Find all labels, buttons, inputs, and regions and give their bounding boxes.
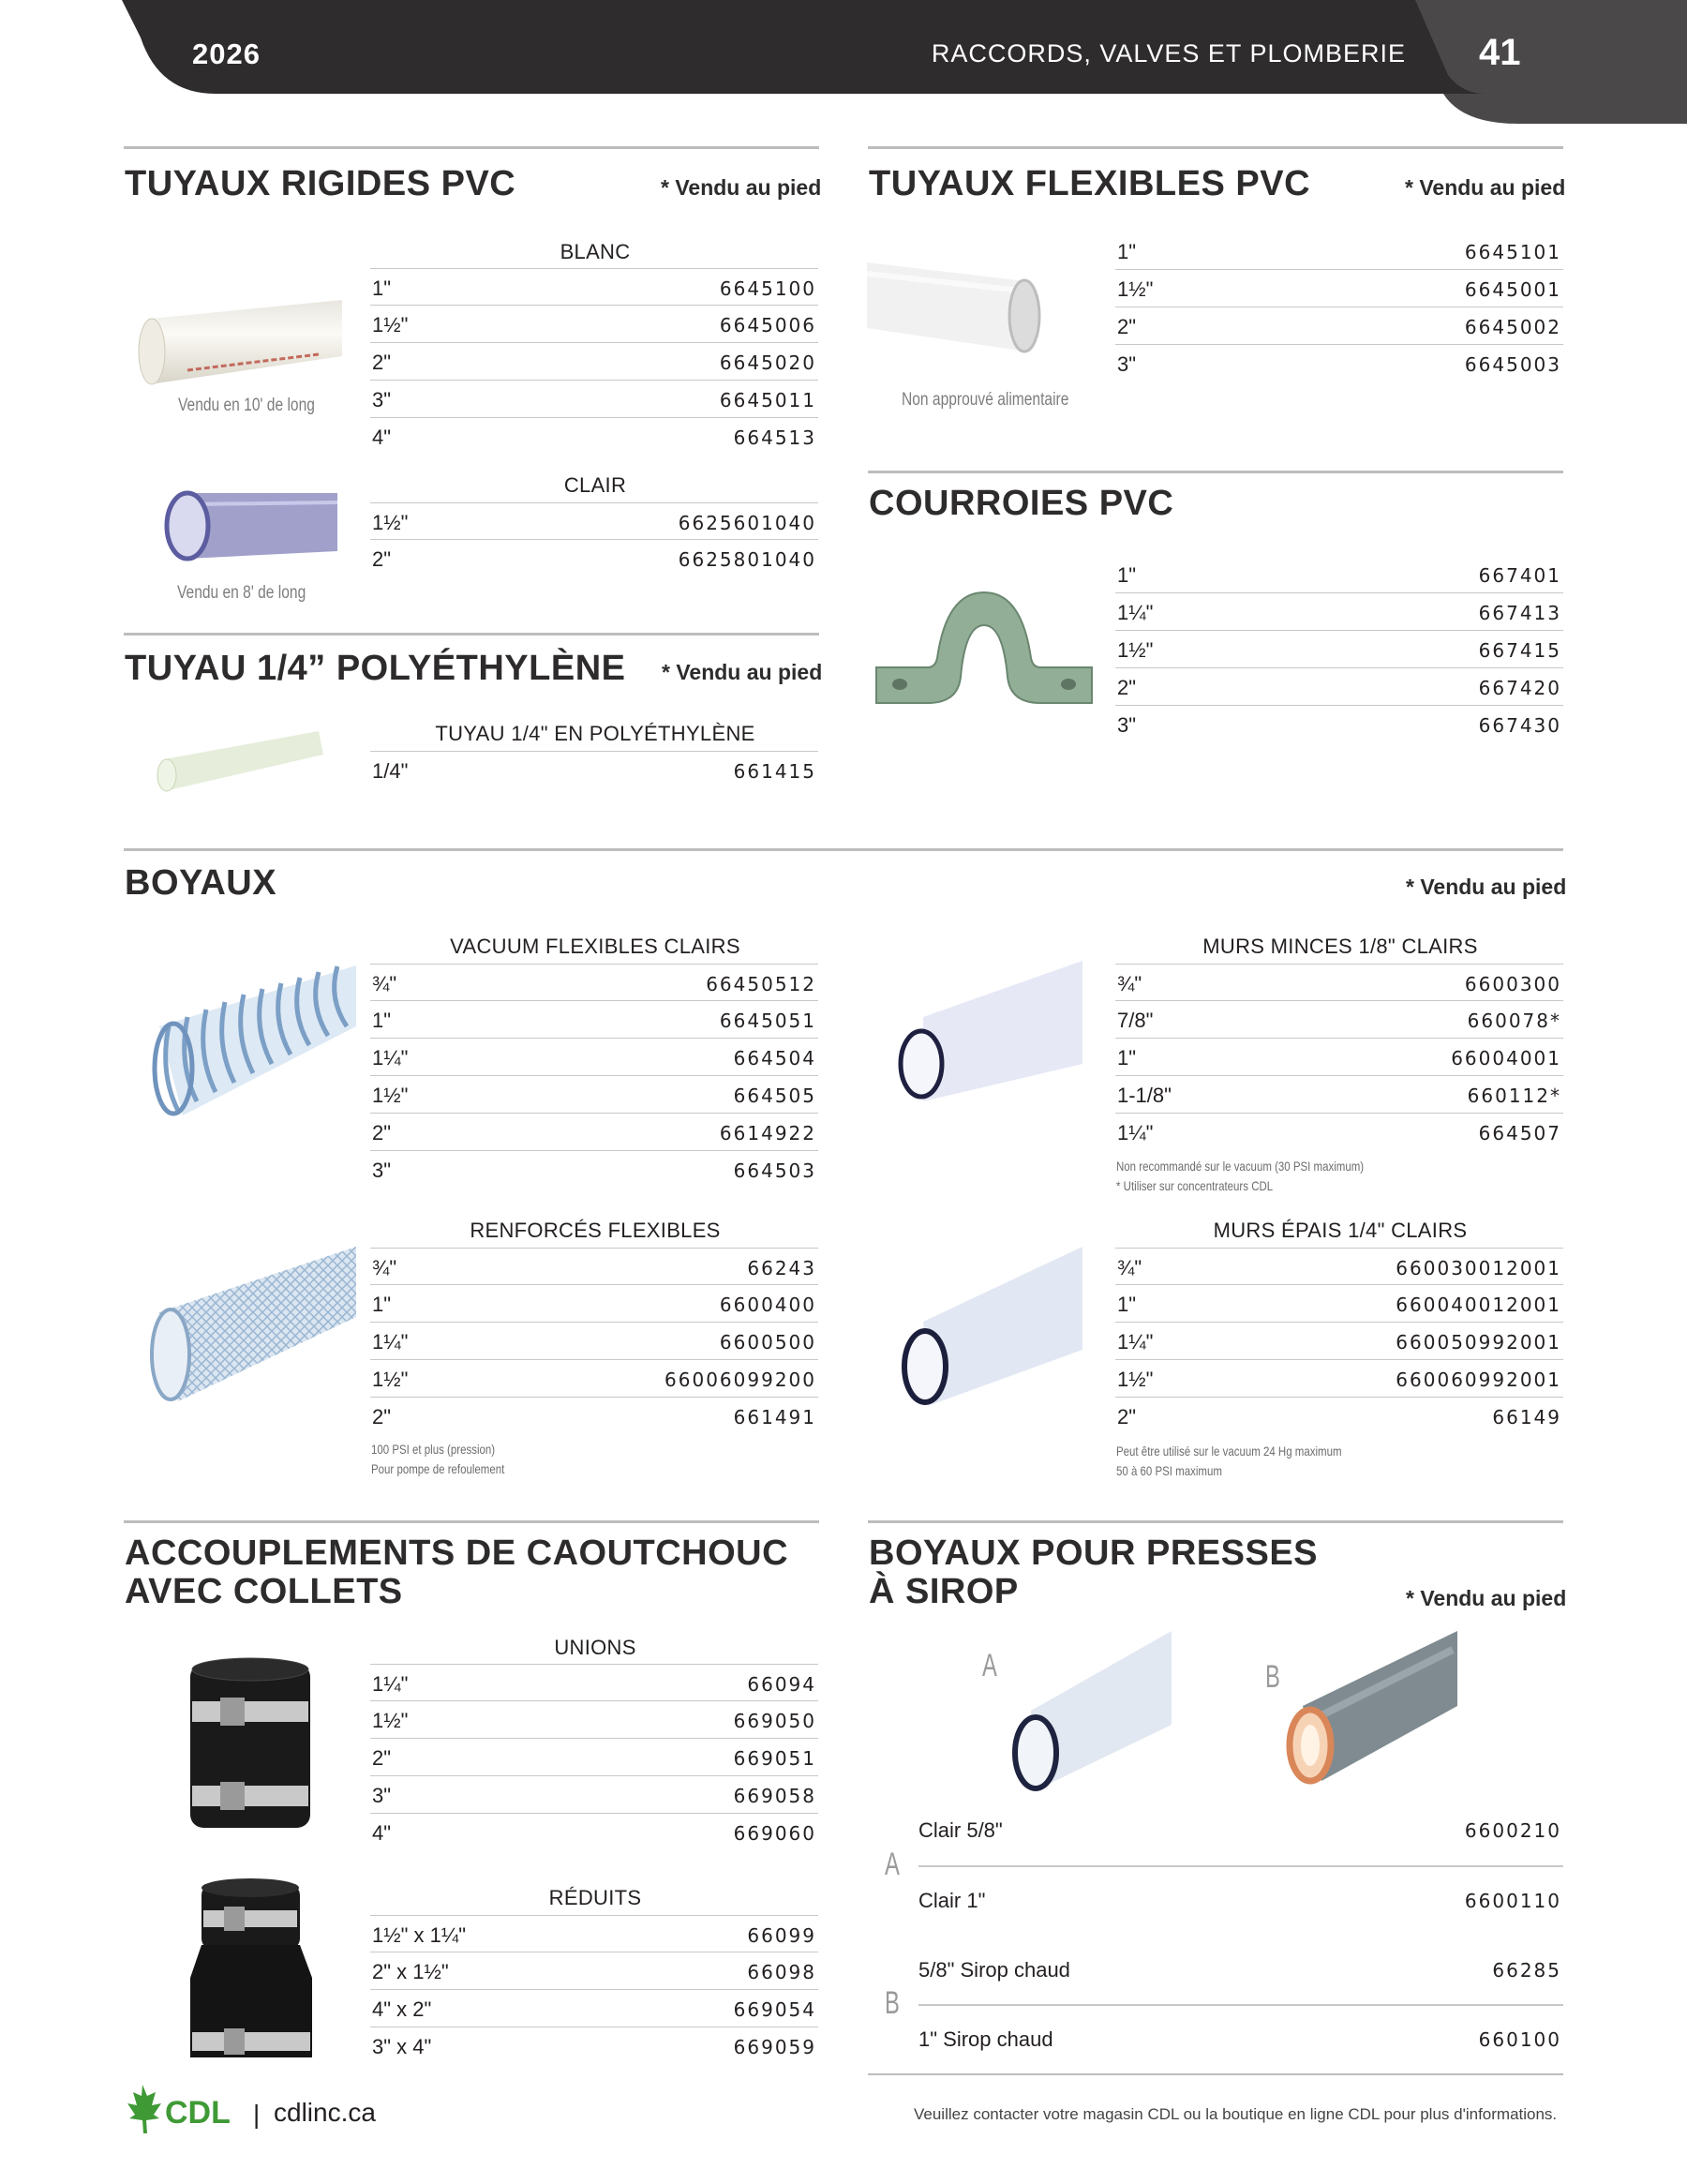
syrup-row-code: 6600210: [1464, 1819, 1561, 1842]
flex-pvc-table: [1115, 232, 1563, 382]
table-row: 1" 6645100: [370, 268, 818, 306]
footer-separator: |: [253, 2100, 261, 2129]
flex-pvc-caption: Non approuvé alimentaire: [902, 390, 1069, 410]
table-row: 1½" 667415: [1115, 631, 1563, 668]
table-row: 1½" 669050: [370, 1701, 818, 1739]
table-row: 3" 667430: [1117, 713, 1561, 737]
union-coupling-image: [183, 1654, 319, 1842]
table-row: 1" 6645051: [370, 1001, 818, 1039]
syrup-row-code: 6600110: [1464, 1890, 1561, 1912]
reinforced-table: [370, 1248, 818, 1435]
table-row: 1" 6600400: [370, 1285, 818, 1323]
white-heading: BLANC: [560, 240, 631, 263]
reinforced-note-2: Pour pompe de refoulement: [371, 1461, 505, 1476]
section-rule: [124, 848, 1563, 851]
thin-note-2: * Utiliser sur concentrateurs CDL: [1116, 1178, 1274, 1193]
table-row: 7/8" 660078*: [1115, 1001, 1563, 1039]
table-row: 2" 6645020: [370, 343, 818, 381]
table-row: 2" 667420: [1115, 668, 1563, 706]
thick-wall-table: [1115, 1248, 1563, 1435]
clear-pvc-pipe-image: [159, 486, 347, 584]
table-row: 1½" 660060992001: [1115, 1360, 1563, 1398]
table-row: 4" 669060: [372, 1821, 816, 1845]
table-row: 1½" x 1¼" 66099: [370, 1915, 818, 1952]
table-row: 3" 669058: [370, 1776, 818, 1814]
straps-title: COURROIES PVC: [869, 484, 1174, 523]
table-row: 1½" 6645001: [1115, 270, 1563, 307]
table-row: 2" 6645002: [1115, 307, 1563, 345]
thick-heading: MURS ÉPAIS 1/4" CLAIRS: [1213, 1219, 1468, 1242]
group-label-b: B: [885, 1985, 900, 2021]
unions-table: [370, 1664, 818, 1851]
pvc-strap-image: [872, 574, 1097, 719]
brand-name: CDL: [165, 2095, 231, 2131]
table-row: 3" 664503: [372, 1159, 816, 1182]
catalog-year: 2026: [192, 37, 261, 70]
syrup-note: * Vendu au pied: [1406, 1586, 1567, 1610]
syrup-row-label: Clair 5/8": [918, 1818, 1003, 1842]
poly-title: TUYAU 1/4” POLYÉTHYLÈNE: [125, 649, 626, 688]
syrup-row-code: 66285: [1492, 1959, 1561, 1982]
white-pvc-table: [370, 268, 818, 456]
table-row: 1" 660040012001: [1115, 1285, 1563, 1323]
vacuum-heading: VACUUM FLEXIBLES CLAIRS: [450, 935, 740, 958]
hoses-title: BOYAUX: [125, 863, 277, 903]
table-row: 2" 66149: [1117, 1405, 1561, 1429]
unions-heading: UNIONS: [554, 1636, 636, 1659]
clear-pvc-table: [370, 502, 818, 577]
table-row: 1" 6645101: [1115, 232, 1563, 270]
clear-heading: CLAIR: [563, 473, 627, 497]
table-row: 1¼" 66094: [370, 1664, 818, 1701]
thick-note-2: 50 à 60 PSI maximum: [1116, 1463, 1222, 1478]
couplings-title-line1: ACCOUPLEMENTS DE CAOUTCHOUC: [125, 1533, 789, 1573]
flex-pvc-note: * Vendu au pied: [1405, 175, 1566, 200]
image-label-a: A: [982, 1648, 997, 1683]
section-rule: [124, 146, 819, 149]
section-rule: [124, 1520, 819, 1523]
thick-wall-hose-image: [886, 1247, 1087, 1420]
reinforced-note-1: 100 PSI et plus (pression): [371, 1442, 496, 1457]
poly-note: * Vendu au pied: [662, 660, 823, 684]
syrup-row-code: 660100: [1478, 2028, 1561, 2051]
table-row: ¾" 66243: [370, 1248, 818, 1285]
thin-heading: MURS MINCES 1/8" CLAIRS: [1202, 935, 1478, 958]
reinforced-heading: RENFORCÉS FLEXIBLES: [470, 1219, 721, 1242]
thin-note-1: Non recommandé sur le vacuum (30 PSI maximum): [1116, 1159, 1365, 1174]
syrup-row-label: Clair 1": [918, 1889, 986, 1912]
section-rule: [124, 633, 819, 636]
table-row: 1" 667401: [1115, 556, 1563, 593]
white-pvc-caption: Vendu en 10' de long: [178, 396, 315, 415]
table-row: 1¼" 660050992001: [1115, 1323, 1563, 1360]
table-row: 1-1/8" 660112*: [1115, 1076, 1563, 1114]
section-rule: [868, 1520, 1563, 1523]
section-rule: [868, 2073, 1563, 2075]
table-row: 1¼" 667413: [1115, 593, 1563, 631]
table-row: 2" 661491: [372, 1405, 816, 1429]
rigid-pvc-title: TUYAUX RIGIDES PVC: [125, 164, 516, 203]
table-row: 4" x 2" 669054: [370, 1990, 818, 2027]
table-row: 3" x 4" 669059: [372, 2035, 816, 2058]
reducers-table: [370, 1915, 818, 2065]
hot-syrup-hose-image: [1284, 1631, 1462, 1795]
straps-table: [1115, 556, 1563, 743]
table-row: 2" x 1½" 66098: [370, 1952, 818, 1990]
reducers-heading: RÉDUITS: [548, 1886, 642, 1909]
clear-pvc-caption: Vendu en 8' de long: [177, 583, 306, 603]
table-row: ¾" 660030012001: [1115, 1248, 1563, 1285]
section-title: RACCORDS, VALVES ET PLOMBERIE: [931, 39, 1406, 67]
vacuum-table: [370, 964, 818, 1189]
row-divider: [918, 1865, 1563, 1867]
table-row: ¾" 66450512: [370, 964, 818, 1001]
page-number: 41: [1479, 32, 1521, 73]
thin-wall-hose-image: [886, 961, 1087, 1106]
table-row: 3" 6645011: [370, 381, 818, 418]
table-row: 1/4" 661415: [370, 751, 818, 788]
reducer-coupling-image: [183, 1875, 319, 2076]
vacuum-hose-image: [131, 961, 361, 1134]
table-row: ¾" 6600300: [1115, 964, 1563, 1001]
table-row: 1¼" 664504: [370, 1039, 818, 1076]
table-row: 2" 669051: [370, 1739, 818, 1776]
row-divider: [918, 2004, 1563, 2006]
syrup-row-label: 5/8" Sirop chaud: [918, 1958, 1070, 1982]
website-link[interactable]: cdlinc.ca: [274, 2098, 376, 2127]
table-row: 1¼" 664507: [1117, 1121, 1561, 1144]
group-label-a: A: [885, 1847, 900, 1882]
page-header: [0, 0, 1687, 122]
section-rule: [868, 146, 1563, 149]
table-row: 1½" 6625601040: [370, 502, 818, 540]
reinforced-hose-image: [131, 1247, 361, 1420]
flex-pvc-title: TUYAUX FLEXIBLES PVC: [869, 164, 1311, 203]
syrup-title-line1: BOYAUX POUR PRESSES: [869, 1533, 1319, 1573]
table-row: 2" 6614922: [370, 1114, 818, 1151]
maple-leaf-icon: [127, 2085, 161, 2133]
thin-wall-table: [1115, 964, 1563, 1151]
clear-syrup-hose-image: [993, 1626, 1176, 1800]
table-row: 3" 6645003: [1117, 352, 1561, 376]
thick-note-1: Peut être utilisé sur le vacuum 24 Hg maximum: [1116, 1444, 1342, 1458]
poly-table: [370, 751, 818, 788]
table-row: 1" 66004001: [1115, 1039, 1563, 1076]
image-label-b: B: [1265, 1659, 1280, 1695]
couplings-title-line2: AVEC COLLETS: [125, 1572, 403, 1611]
rigid-pvc-note: * Vendu au pied: [661, 175, 822, 200]
table-row: 1½" 6645006: [370, 306, 818, 343]
table-row: 2" 6625801040: [372, 547, 816, 571]
syrup-title-line2: À SIROP: [869, 1572, 1019, 1611]
flex-pvc-pipe-image: [867, 253, 1045, 370]
section-rule: [868, 471, 1563, 473]
white-pvc-pipe-image: [131, 291, 347, 398]
syrup-row-label: 1" Sirop chaud: [918, 2027, 1053, 2051]
footer-note: Veuillez contacter votre magasin CDL ou la boutique en ligne CDL pour plus d'informations.: [914, 2105, 1558, 2123]
poly-tube-image: [150, 726, 328, 806]
table-row: 1¼" 6600500: [370, 1323, 818, 1360]
cdl-logo[interactable]: [122, 2081, 248, 2142]
table-row: 1½" 66006099200: [370, 1360, 818, 1398]
table-row: 4" 664513: [372, 426, 816, 449]
table-row: 1½" 664505: [370, 1076, 818, 1114]
poly-heading: TUYAU 1/4" EN POLYÉTHYLÈNE: [435, 722, 755, 745]
hoses-note: * Vendu au pied: [1406, 875, 1567, 899]
